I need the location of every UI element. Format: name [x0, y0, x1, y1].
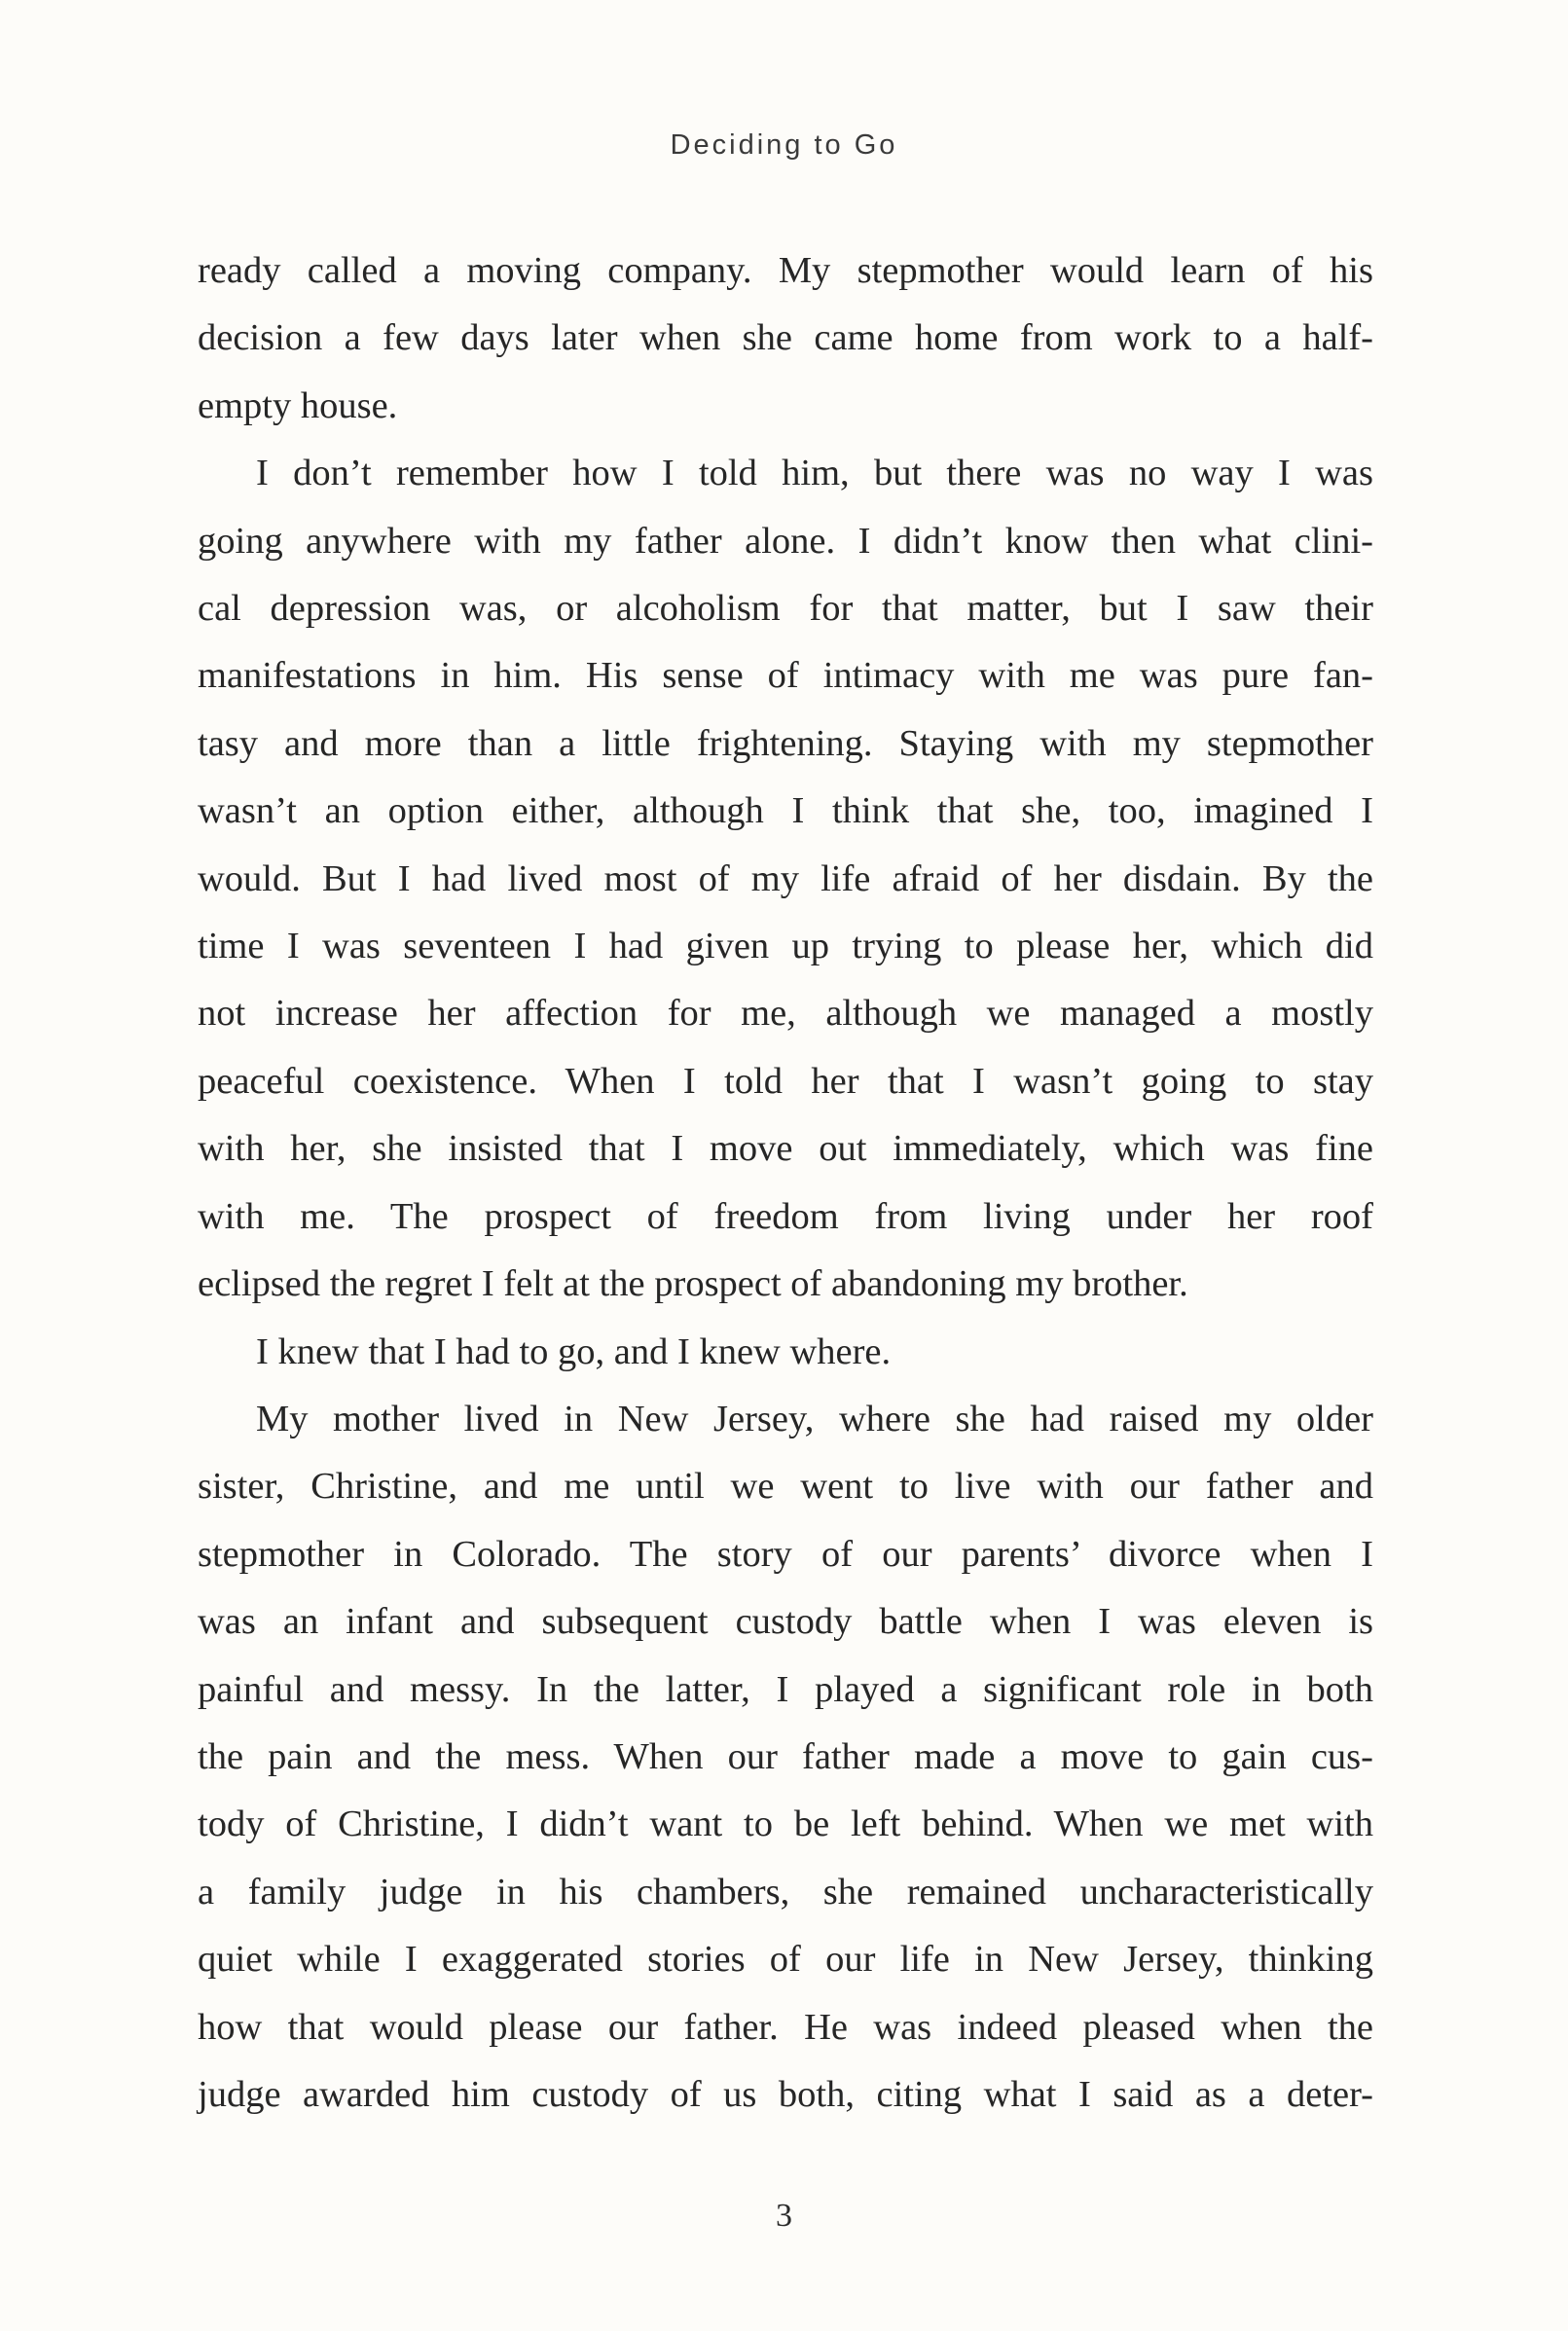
text-line: tody of Christine, I didn’t want to be left behind. When we met with [198, 1803, 1373, 1845]
text-line: sister, Christine, and me until we went to live with our father and [198, 1466, 1373, 1508]
text-line: the pain and the mess. When our father made a move to gain cus- [198, 1735, 1373, 1777]
text-line: My mother lived in New Jersey, where she had raised my older [256, 1398, 1373, 1439]
text-line: quiet while I exaggerated stories of our life in New Jersey, thinking [198, 1939, 1373, 1981]
text-line: tasy and more than a little frightening. Staying with my stepmother [198, 722, 1373, 764]
text-line: going anywhere with my father alone. I didn’t know then what clini- [198, 520, 1373, 562]
text-line: stepmother in Colorado. The story of our parents’ divorce when I [198, 1533, 1373, 1575]
text-line: decision a few days later when she came home from work to a half- [198, 317, 1373, 359]
text-line: ready called a moving company. My stepmother would learn of his [198, 250, 1373, 291]
text-line: painful and messy. In the latter, I played a significant role in both [198, 1668, 1373, 1710]
text-line: manifestations in him. His sense of intimacy with me was pure fan- [198, 655, 1373, 697]
page-number: 3 [776, 2198, 792, 2234]
text-line: peaceful coexistence. When I told her that I wasn’t going to stay [198, 1060, 1373, 1102]
text-line: how that would please our father. He was indeed pleased when the [198, 2006, 1373, 2048]
text-line: cal depression was, or alcoholism for that matter, but I saw their [198, 588, 1373, 630]
text-line: I don’t remember how I told him, but there was no way I was [256, 453, 1373, 494]
running-head: Deciding to Go [670, 129, 898, 161]
text-line: time I was seventeen I had given up trying to please her, which did [198, 926, 1373, 967]
text-line: with me. The prospect of freedom from living under her roof [198, 1195, 1373, 1237]
text-line: would. But I had lived most of my life afraid of her disdain. By the [198, 857, 1373, 899]
text-line: a family judge in his chambers, she remained uncharacteristically [198, 1871, 1373, 1912]
text-line: not increase her affection for me, although we managed a mostly [198, 993, 1373, 1035]
text-line: with her, she insisted that I move out immediately, which was fine [198, 1128, 1373, 1170]
text-line: I knew that I had to go, and I knew where. [256, 1330, 892, 1372]
body-text [198, 237, 1373, 2129]
text-line: was an infant and subsequent custody battle when I was eleven is [198, 1601, 1373, 1643]
text-line: judge awarded him custody of us both, citing what I said as a deter- [198, 2073, 1373, 2115]
text-line: eclipsed the regret I felt at the prospect of abandoning my brother. [198, 1263, 1188, 1305]
text-line: wasn’t an option either, although I think that she, too, imagined I [198, 790, 1373, 832]
text-line: empty house. [198, 384, 398, 426]
